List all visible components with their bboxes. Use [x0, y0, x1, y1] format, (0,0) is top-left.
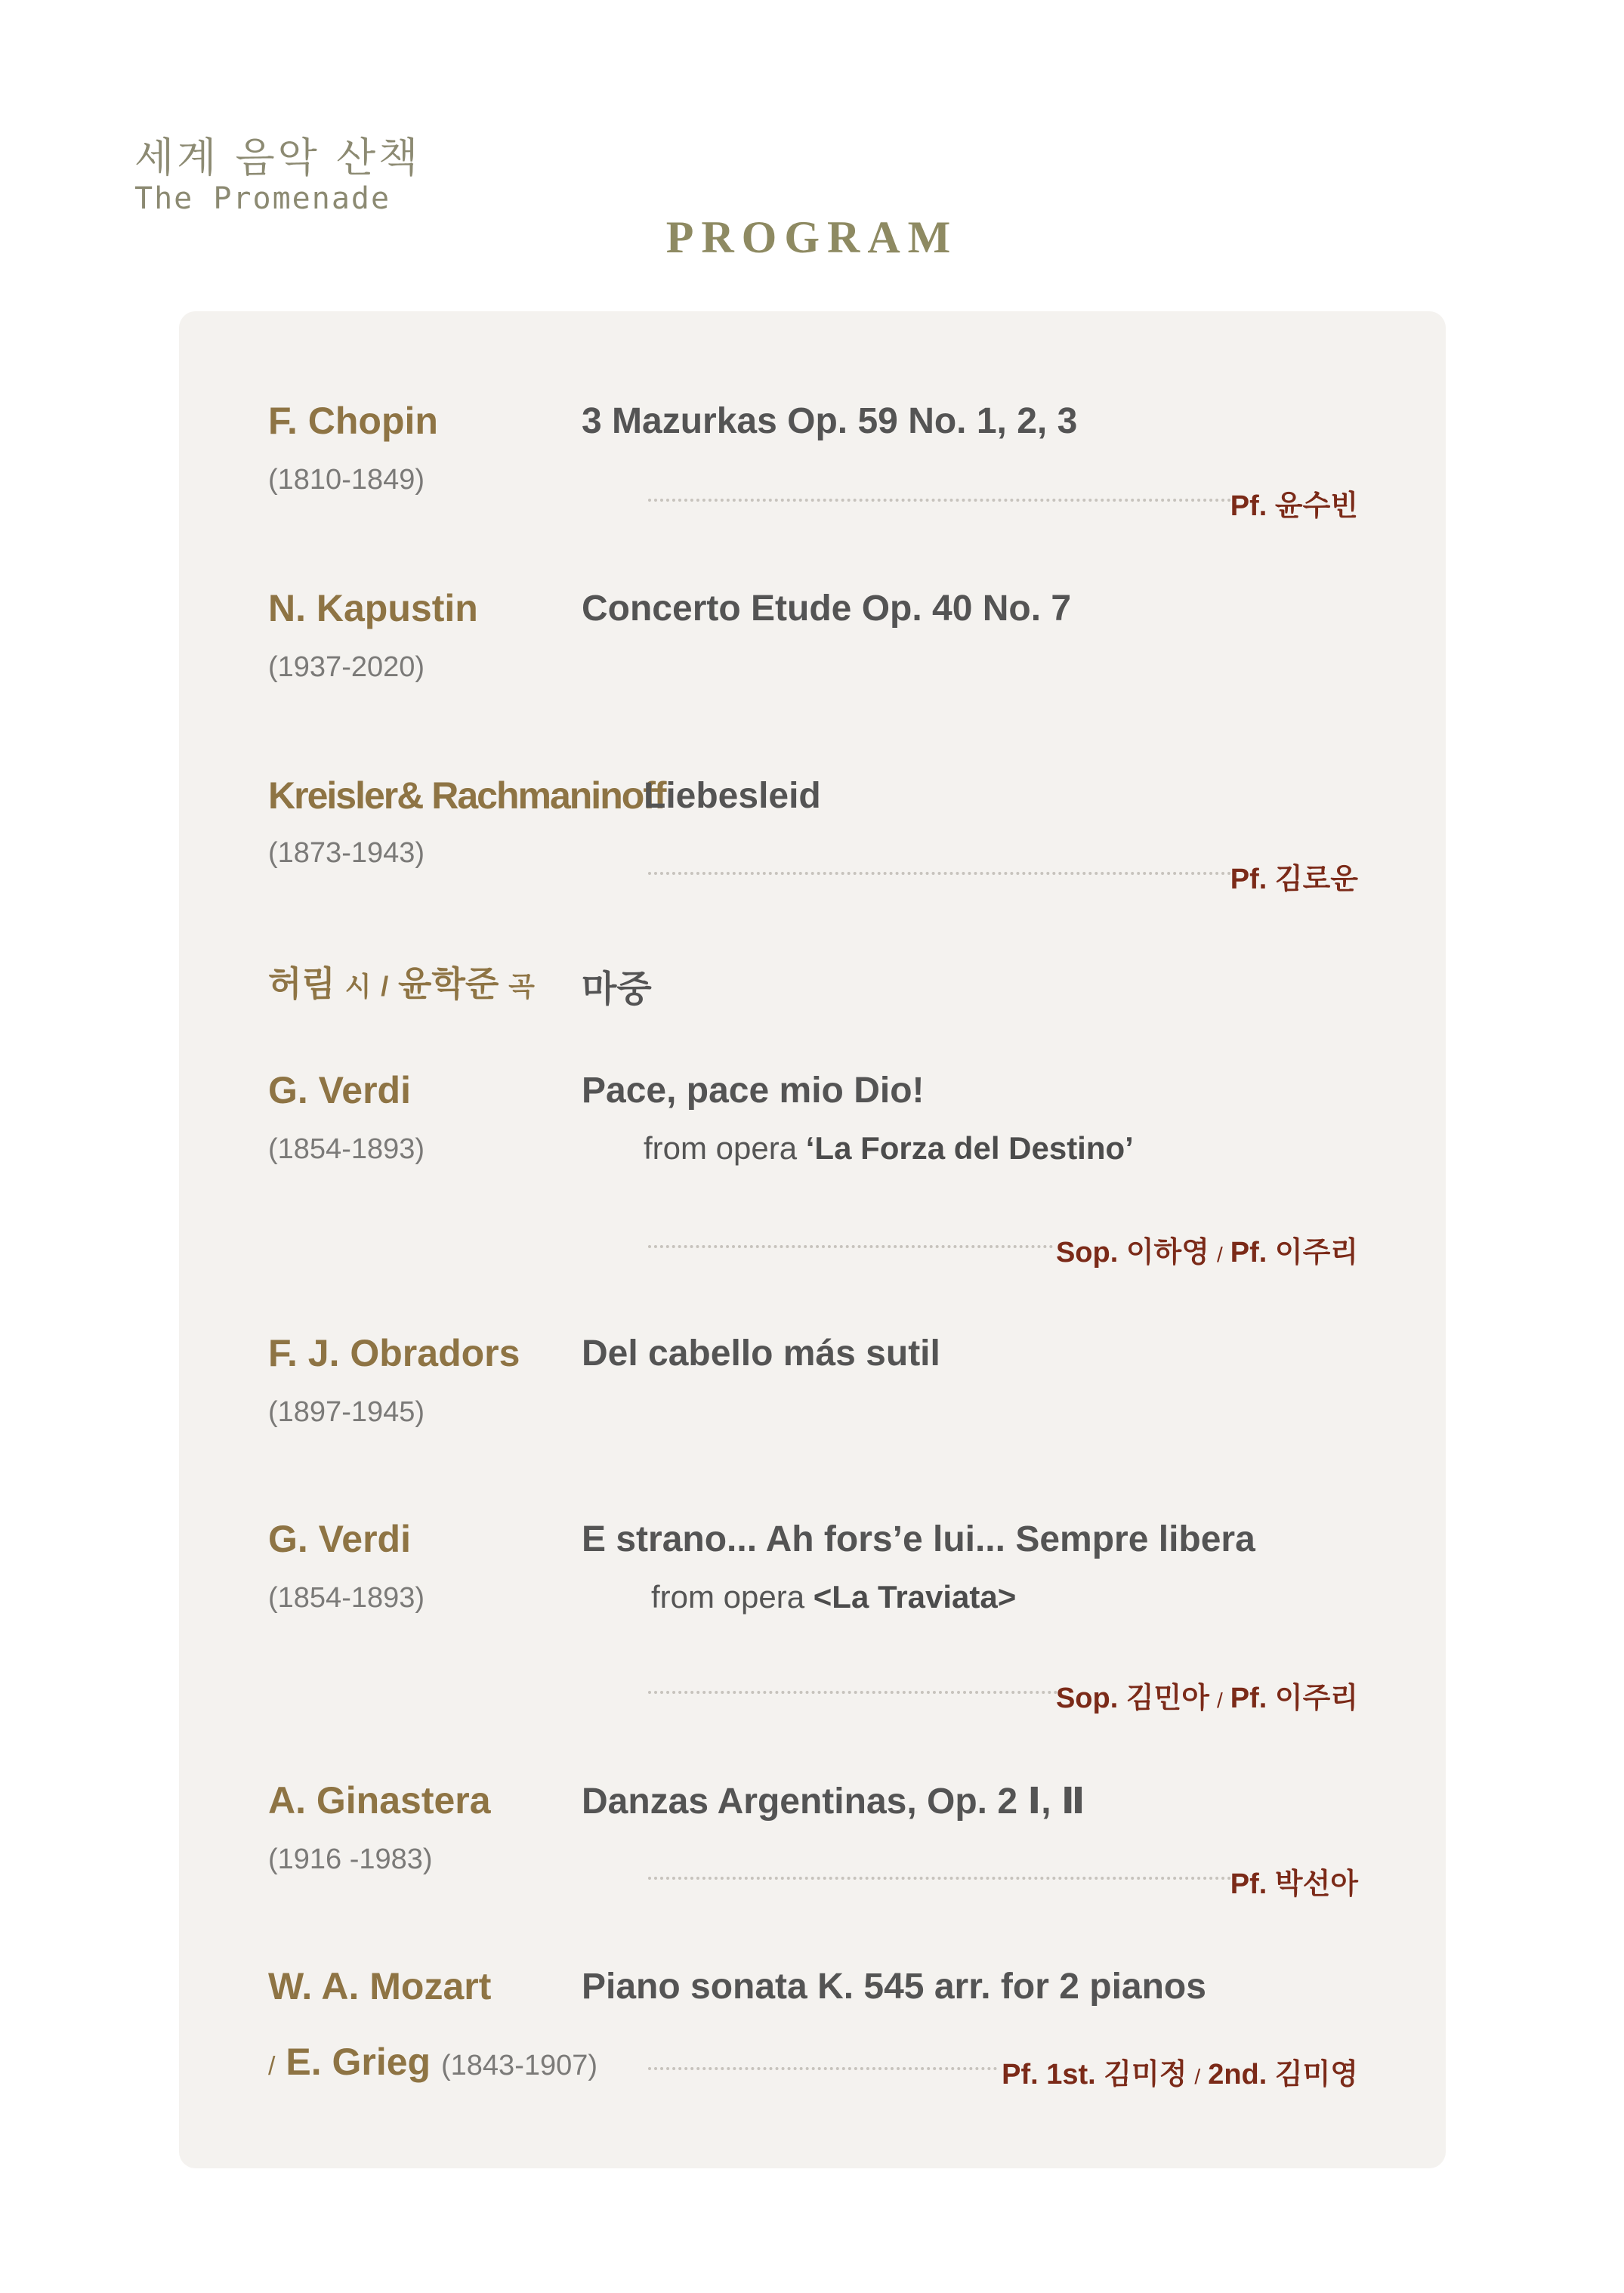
dotted-leader	[648, 2067, 997, 2070]
opera-title: ‘La Forza del Destino’	[805, 1130, 1134, 1166]
dotted-leader	[648, 1877, 1237, 1880]
performers	[1056, 1228, 1358, 1270]
dotted-leader	[648, 1691, 1057, 1694]
performers	[1056, 1674, 1358, 1716]
work-title: Liebesleid	[644, 776, 821, 816]
performer-separator: /	[1216, 1243, 1223, 1266]
composer-name: F. J. Obradors	[268, 1332, 520, 1374]
work-title: Piano sonata K. 545 arr. for 2 pianos	[582, 1967, 1206, 2007]
composer-years: (1937-2020)	[268, 651, 425, 683]
work-title: E strano... Ah fors’e lui... Sempre libera	[582, 1519, 1255, 1559]
page-title: PROGRAM	[665, 212, 959, 262]
composer-role: 곡	[508, 971, 535, 1002]
composer-separator: /	[268, 2052, 276, 2081]
subtitle-prefix: from opera	[651, 1579, 805, 1615]
performer: 2nd. 김미영	[1208, 2059, 1358, 2091]
performer: Sop. 이하영	[1055, 1237, 1209, 1269]
work-title: Concerto Etude Op. 40 No. 7	[582, 589, 1072, 629]
composer-years: (1843-1907)	[441, 2050, 598, 2081]
performer: Pf. 1st. 김미정	[1002, 2059, 1187, 2091]
performer: Sop. 김민아	[1055, 1683, 1209, 1714]
performer: Pf. 윤수빈	[1230, 490, 1358, 522]
composer-name: Kreisler& Rachmaninoff	[268, 774, 665, 817]
composer-years: (1854-1893)	[268, 1582, 425, 1614]
korean-credit	[268, 956, 535, 1006]
composer-name: G. Verdi	[268, 1069, 411, 1111]
performer-separator: /	[1216, 1689, 1223, 1712]
composer-name: F. Chopin	[268, 400, 438, 442]
work-title: Danzas Argentinas, Op. 2 Ⅰ, Ⅱ	[582, 1782, 1085, 1822]
work-title: 마중	[582, 969, 652, 1009]
composer-name: E. Grieg	[286, 2041, 431, 2083]
performer: Pf. 김로운	[1230, 864, 1358, 895]
poet-name: 허림	[268, 964, 335, 1003]
performer: Pf. 박선아	[1230, 1868, 1358, 1900]
performer: Pf. 이주리	[1230, 1237, 1358, 1269]
subtitle-prefix: from opera	[644, 1130, 798, 1166]
composer-years: (1810-1849)	[268, 464, 425, 496]
work-subtitle	[644, 1130, 1134, 1167]
dotted-leader	[648, 499, 1237, 502]
second-composer	[268, 2040, 597, 2084]
performers	[1002, 2050, 1358, 2092]
performer-separator: /	[1194, 2065, 1201, 2088]
credit-separator: /	[381, 971, 389, 1002]
composer-name: 윤학준	[398, 964, 499, 1003]
dotted-leader	[648, 872, 1237, 875]
composer-name: A. Ginastera	[268, 1779, 491, 1822]
work-title: Pace, pace mio Dio!	[582, 1071, 925, 1111]
brand-korean: 세계 음악 산책	[134, 134, 421, 181]
composer-years: (1873-1943)	[268, 837, 425, 869]
brand-english: The Promenade	[134, 181, 391, 216]
composer-years: (1854-1893)	[268, 1133, 425, 1165]
work-subtitle	[651, 1579, 1016, 1615]
poet-role: 시	[344, 971, 372, 1002]
composer-name: W. A. Mozart	[268, 1965, 492, 2007]
composer-name: G. Verdi	[268, 1518, 411, 1560]
composer-years: (1916 -1983)	[268, 1843, 433, 1875]
composer-years: (1897-1945)	[268, 1396, 425, 1428]
work-title: Del cabello más sutil	[582, 1333, 940, 1374]
work-title: 3 Mazurkas Op. 59 No. 1, 2, 3	[582, 401, 1078, 441]
composer-name: N. Kapustin	[268, 587, 478, 629]
dotted-leader	[648, 1245, 1053, 1248]
opera-title: <La Traviata>	[813, 1579, 1017, 1615]
performer: Pf. 이주리	[1230, 1683, 1358, 1714]
